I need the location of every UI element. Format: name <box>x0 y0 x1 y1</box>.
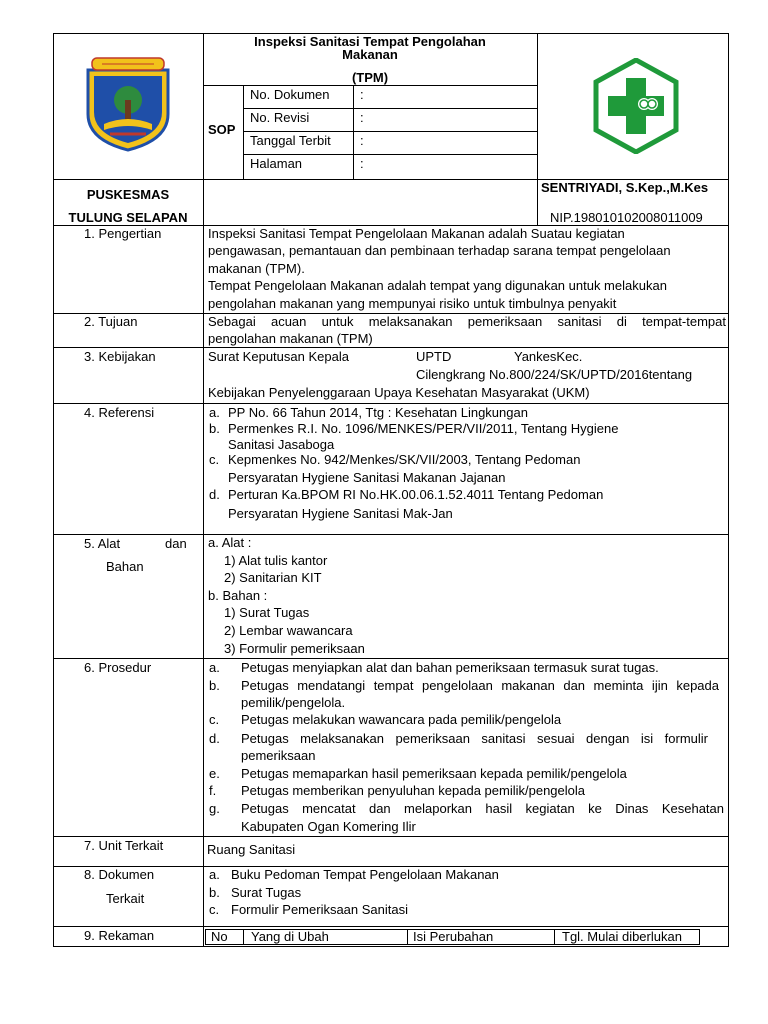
section-label-dokumen: 8. Dokumen <box>84 867 155 882</box>
unit-terkait-value: Ruang Sanitasi <box>207 842 296 857</box>
section-label-tujuan: 2. Tujuan <box>84 314 138 329</box>
document-title-line2: Makanan <box>342 47 398 62</box>
meta-value-revisi: : <box>360 110 364 125</box>
section-label-alat: 5. Alat <box>84 536 121 551</box>
signer-nip: NIP.198010102008011009 <box>550 210 703 225</box>
document-title-line3: (TPM) <box>351 70 389 85</box>
puskesmas-cross-logo-icon <box>588 58 684 154</box>
regency-emblem-icon <box>80 52 176 152</box>
rekaman-col-isi: Isi Perubahan <box>413 929 494 944</box>
signer-name: SENTRIYADI, S.Kep.,M.Kes <box>541 180 709 195</box>
org-name-line1: PUSKESMAS <box>86 187 170 202</box>
meta-value-tanggal: : <box>360 133 364 148</box>
sop-label: SOP <box>208 122 236 137</box>
section-label-pengertian: 1. Pengertian <box>84 226 162 241</box>
section-label-prosedur: 6. Prosedur <box>84 660 152 675</box>
section-label-unit: 7. Unit Terkait <box>84 838 164 853</box>
section-label-dokumen-terkait: Terkait <box>106 891 145 906</box>
section-label-rekaman: 9. Rekaman <box>84 928 155 943</box>
meta-label-dokumen: No. Dokumen <box>250 87 330 102</box>
rekaman-col-no: No <box>211 929 228 944</box>
section-label-alat-dan: dan <box>165 536 187 551</box>
section-label-referensi: 4. Referensi <box>84 405 155 420</box>
document-title-line1: Inspeksi Sanitasi Tempat Pengolahan <box>254 34 486 49</box>
rekaman-col-diubah: Yang di Ubah <box>251 929 329 944</box>
meta-label-halaman: Halaman <box>250 156 303 171</box>
rekaman-col-tgl: Tgl. Mulai diberlukan <box>562 929 682 944</box>
meta-label-tanggal: Tanggal Terbit <box>250 133 331 148</box>
section-label-kebijakan: 3. Kebijakan <box>84 349 156 364</box>
meta-label-revisi: No. Revisi <box>250 110 310 125</box>
org-name-line2: TULUNG SELAPAN <box>68 210 188 225</box>
meta-value-halaman: : <box>360 156 364 171</box>
section-label-bahan: Bahan <box>106 559 144 574</box>
meta-value-dokumen: : <box>360 87 364 102</box>
